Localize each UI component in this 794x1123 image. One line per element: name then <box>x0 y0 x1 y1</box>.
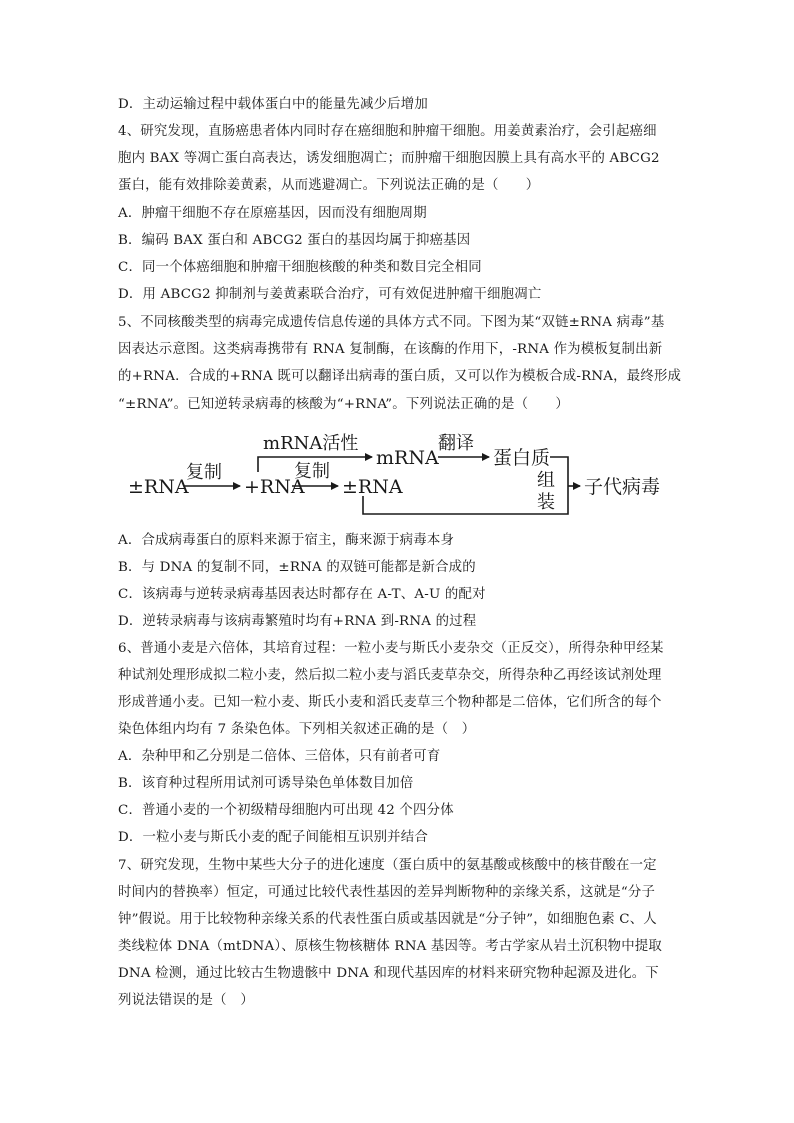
option-d-q6: D．一粒小麦与斯氏小麦的配子间能相互识别并结合 <box>118 830 428 845</box>
question-7-line-2: 时间内的替换率）恒定，可通过比较代表性基因的差异判断物种的亲缘关系，这就是“分子 <box>118 885 656 900</box>
label-replicate-1: 复制 <box>186 462 222 483</box>
option-d-q3: D．主动运输过程中载体蛋白中的能量先减少后增加 <box>118 97 428 112</box>
node-protein: 蛋白质 <box>493 447 551 469</box>
question-6-line-4: 染色体组内均有 7 条染色体。下列相关叙述正确的是（ ） <box>118 722 476 737</box>
question-5-line-1: 5、不同核酸类型的病毒完成遗传信息传递的具体方式不同。下图为某“双链±RNA 病毒”基 <box>118 315 665 330</box>
node-mrna: mRNA <box>376 447 439 469</box>
node-offspring-virus: 子代病毒 <box>584 476 661 498</box>
option-c-q6: C．普通小麦的一个初级精母细胞内可出现 42 个四分体 <box>118 803 454 818</box>
label-assemble-2: 装 <box>537 492 555 513</box>
question-7-line-6: 列说法错误的是（ ） <box>118 993 254 1008</box>
question-5-line-3: 的+RNA．合成的+RNA 既可以翻译出病毒的蛋白质，又可以作为模板合成-RNA，最终形成 <box>118 369 682 384</box>
option-a-q5: A．合成病毒蛋白的原料来源于宿主，酶来源于病毒本身 <box>118 533 455 548</box>
option-c-q4: C．同一个体癌细胞和肿瘤干细胞核酸的种类和数目完全相同 <box>118 260 482 275</box>
node-pm-rna: ±RNA <box>128 476 189 498</box>
question-6-line-3: 形成普通小麦。已知一粒小麦、斯氏小麦和滔氏麦草三个物种都是二倍体，它们所含的每个 <box>118 695 662 710</box>
question-7-line-1: 7、研究发现，生物中某些大分子的进化速度（蛋白质中的氨基酸或核酸中的核苷酸在一定 <box>118 858 657 873</box>
question-7-line-4: 类线粒体 DNA（mtDNA）、原核生物核糖体 RNA 基因等。考古学家从岩土沉积物中提取 <box>118 939 662 954</box>
label-replicate-2: 复制 <box>294 461 330 482</box>
node-minus-rna: ±RNA <box>342 476 403 498</box>
label-mrna-activity: mRNA活性 <box>263 433 359 454</box>
option-c-q5: C．该病毒与逆转录病毒基因表达时都存在 A-T、A-U 的配对 <box>118 587 486 602</box>
question-7-line-5: DNA 检测，通过比较古生物遗骸中 DNA 和现代基因库的材料来研究物种起源及进化。下 <box>118 966 659 981</box>
option-a-q4: A．肿瘤干细胞不存在原癌基因，因而没有细胞周期 <box>118 206 427 221</box>
question-4-line-2: 胞内 BAX 等凋亡蛋白高表达，诱发细胞凋亡；而肿瘤干细胞因膜上具有高水平的 ABCG2 <box>118 151 660 166</box>
question-5-line-4: “±RNA”。已知逆转录病毒的核酸为“+RNA”。下列说法正确的是（ ） <box>118 397 569 412</box>
question-4-line-3: 蛋白，能有效排除姜黄素，从而逃避凋亡。下列说法正确的是（ ） <box>118 178 540 193</box>
label-assemble-1: 组 <box>537 470 555 491</box>
question-4-line-1: 4、研究发现，直肠癌患者体内同时存在癌细胞和肿瘤干细胞。用姜黄素治疗，会引起癌细 <box>118 124 657 139</box>
option-b-q5: B．与 DNA 的复制不同，±RNA 的双链可能都是新合成的 <box>118 560 476 575</box>
option-d-q4: D．用 ABCG2 抑制剂与姜黄素联合治疗，可有效促进肿瘤干细胞凋亡 <box>118 287 542 302</box>
option-d-q5: D．逆转录病毒与该病毒繁殖时均有+RNA 到-RNA 的过程 <box>118 614 477 629</box>
question-7-line-3: 钟”假说。用于比较物种亲缘关系的代表性蛋白质或基因就是“分子钟”，如细胞色素 C、人 <box>118 912 657 927</box>
label-translate: 翻译 <box>438 433 474 454</box>
option-b-q4: B．编码 BAX 蛋白和 ABCG2 蛋白的基因均属于抑癌基因 <box>118 233 471 248</box>
node-plus-rna: +RNA <box>244 476 305 498</box>
question-6-line-1: 6、普通小麦是六倍体，其培育过程：一粒小麦与斯氏小麦杂交（正反交），所得杂种甲经某 <box>118 641 664 656</box>
option-b-q6: B．该育种过程所用试剂可诱导染色单体数目加倍 <box>118 776 414 791</box>
option-a-q6: A．杂种甲和乙分别是二倍体、三倍体，只有前者可育 <box>118 749 441 764</box>
rna-virus-expression-diagram <box>122 428 682 518</box>
question-6-line-2: 种试剂处理形成拟二粒小麦，然后拟二粒小麦与滔氏麦草杂交，所得杂种乙再经该试剂处理 <box>118 668 662 683</box>
question-5-line-2: 因表达示意图。这类病毒携带有 RNA 复制酶，在该酶的作用下，-RNA 作为模板复制出新 <box>118 342 663 357</box>
